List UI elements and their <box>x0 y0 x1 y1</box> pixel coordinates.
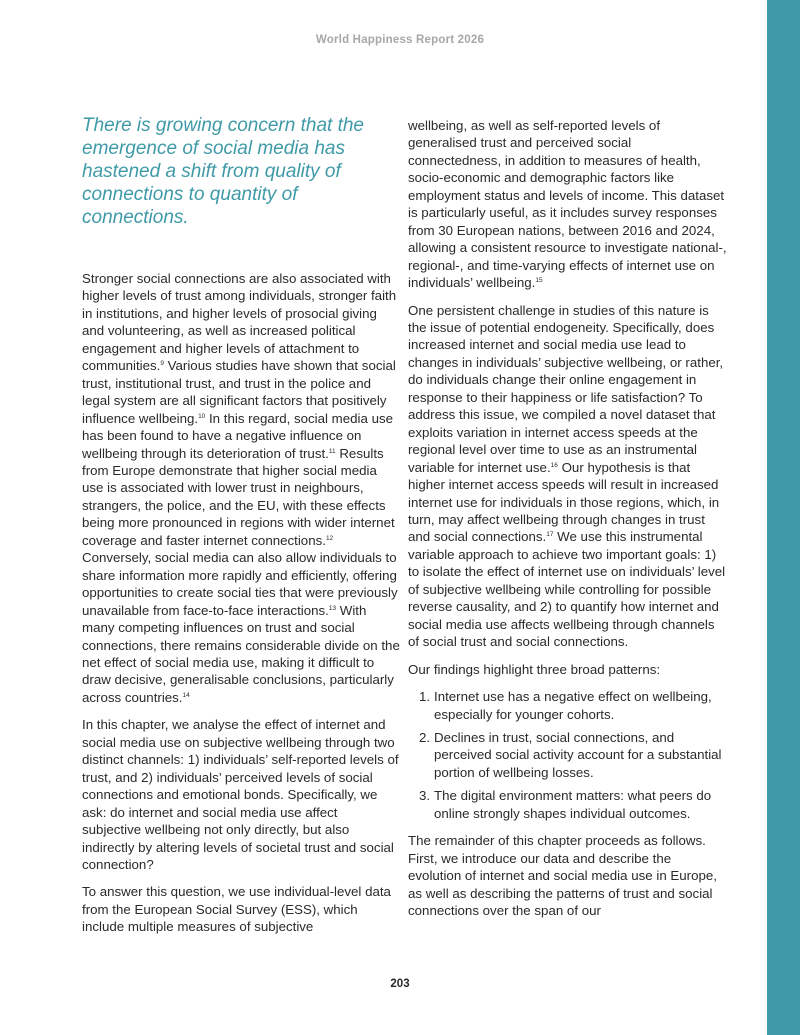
footnote-ref-13[interactable]: 13 <box>328 604 337 612</box>
list-number: 1. <box>419 689 431 705</box>
list-number: 2. <box>419 729 431 745</box>
right-paragraph-2: One persistent challenge in studies of this nature is the issue of potential endogeneity. Specifically, does increased internet and social media use lead to changes in individuals’ subjective wellbeing, or rather, do individuals change their online engagement in response to their happiness or life satisfaction? To address this issue, we compiled a novel dataset that exploits variation in internet access speeds at the regional level over time to use as an instrumental variable for internet use.$^{16}$ Our hypothesis is that higher internet access speeds will result in increased internet use for individuals in those regions, which, in turn, may affect wellbeing through changes in trust and social connections.$^{17}$ We use this instrumental variable approach to achieve two important goals: 1) to isolate the effect of internet use on individuals’ level of subjective wellbeing while controlling for possible reverse causality, and 2) to quantify how internet and social media use affects wellbeing through channels of social trust and social connections. <box>408 302 726 650</box>
running-header: World Happiness Report 2026 <box>315 34 485 46</box>
page-number: 203 <box>390 978 410 990</box>
findings-list-item: 2. Declines in trust, social connections, and perceived social activity account for a substantial portion of wellbeing losses. <box>419 729 722 780</box>
footnote-ref-9[interactable]: 9 <box>160 360 164 368</box>
footnote-ref-11[interactable]: 11 <box>328 447 336 455</box>
left-paragraph-2: In this chapter, we analyse the effect of internet and social media use on subjective wellbeing through two distinct channels: 1) individuals’ self-reported levels of trust, and 2) individuals’ perceived levels of social connections and emotional bonds. Specifically, we ask: do internet and social media use affect subjective wellbeing not only directly, but also indirectly by altering levels of societal trust and social connection? <box>82 717 399 872</box>
findings-list-item: 3. The digital environment matters: what peers do online strongly shapes individual outcomes. <box>419 788 712 821</box>
right-column <box>408 117 728 929</box>
right-paragraph-4: The remainder of this chapter proceeds as follows. First, we introduce our data and describe the evolution of internet and social media use in Europe, as well as describing the patterns of trust and social connections over the span of our <box>408 833 717 919</box>
left-column <box>82 270 400 946</box>
side-color-bar <box>767 0 800 1035</box>
footnote-ref-12[interactable]: 12 <box>325 534 334 542</box>
left-paragraph-3: To answer this question, we use individual-level data from the European Social Survey (ESS), which include multiple measures of subjective <box>82 884 391 935</box>
footnote-ref-14[interactable]: 14 <box>182 691 190 699</box>
right-paragraph-3: Our findings highlight three broad patterns: <box>408 661 661 677</box>
footnote-ref-10[interactable]: 10 <box>198 412 206 420</box>
right-paragraph-1: wellbeing, as well as self-reported levels of generalised trust and perceived social connectedness, in addition to measures of health, socio-economic and demographic factors like employment status and levels of income. This dataset is particularly useful, as it includes survey responses from 30 European nations, between 2016 and 2024, allowing a consistent resource to investigate national-, regional-, and time-varying effects of internet use on individuals’ wellbeing.$^{15}$ <box>408 118 727 291</box>
footnote-ref-17[interactable]: 17 <box>546 531 554 539</box>
footnote-ref-16[interactable]: 16 <box>550 461 558 469</box>
pull-quote: There is growing concern that the emergence of social media has hastened a shift from quality of connections to quantity of connections. <box>82 115 364 228</box>
findings-list <box>408 688 728 822</box>
left-paragraph-1: Stronger social connections are also associated with higher levels of trust among individuals, stronger faith in institutions, and higher levels of prosocial giving and volunteering, as well as increased political engagement and higher levels of attachment to communities.$^9$ Various studies have shown that social trust, institutional trust, and trust in the police and legal system are all significant factors that positively influence wellbeing.$^{10}$ In this regard, social media use has been found to have a negative influence on wellbeing through its deterioration of trust.$^{11}$ Results from Europe demonstrate that higher social media use is associated with lower trust in neighbours, strangers, the police, and the EU, with these effects being more pronounced in regions with wider internet coverage and faster internet connections.$^{12}$ Conversely, social media can also allow individuals to share information more rapidly and efficiently, offering opportunities to create social ties that were previously unavailable from face-to-face interactions.$^{13}$ With many competing influences on trust and social connections, there remains considerable divide on the net effect of social media use, making it difficult to draw decisive, generalisable conclusions, particularly across countries.$^{14}$ <box>82 271 400 705</box>
findings-list-item: 1. Internet use has a negative effect on wellbeing, especially for younger cohorts. <box>419 689 712 722</box>
list-number: 3. <box>419 788 431 804</box>
footnote-ref-15[interactable]: 15 <box>535 277 543 285</box>
